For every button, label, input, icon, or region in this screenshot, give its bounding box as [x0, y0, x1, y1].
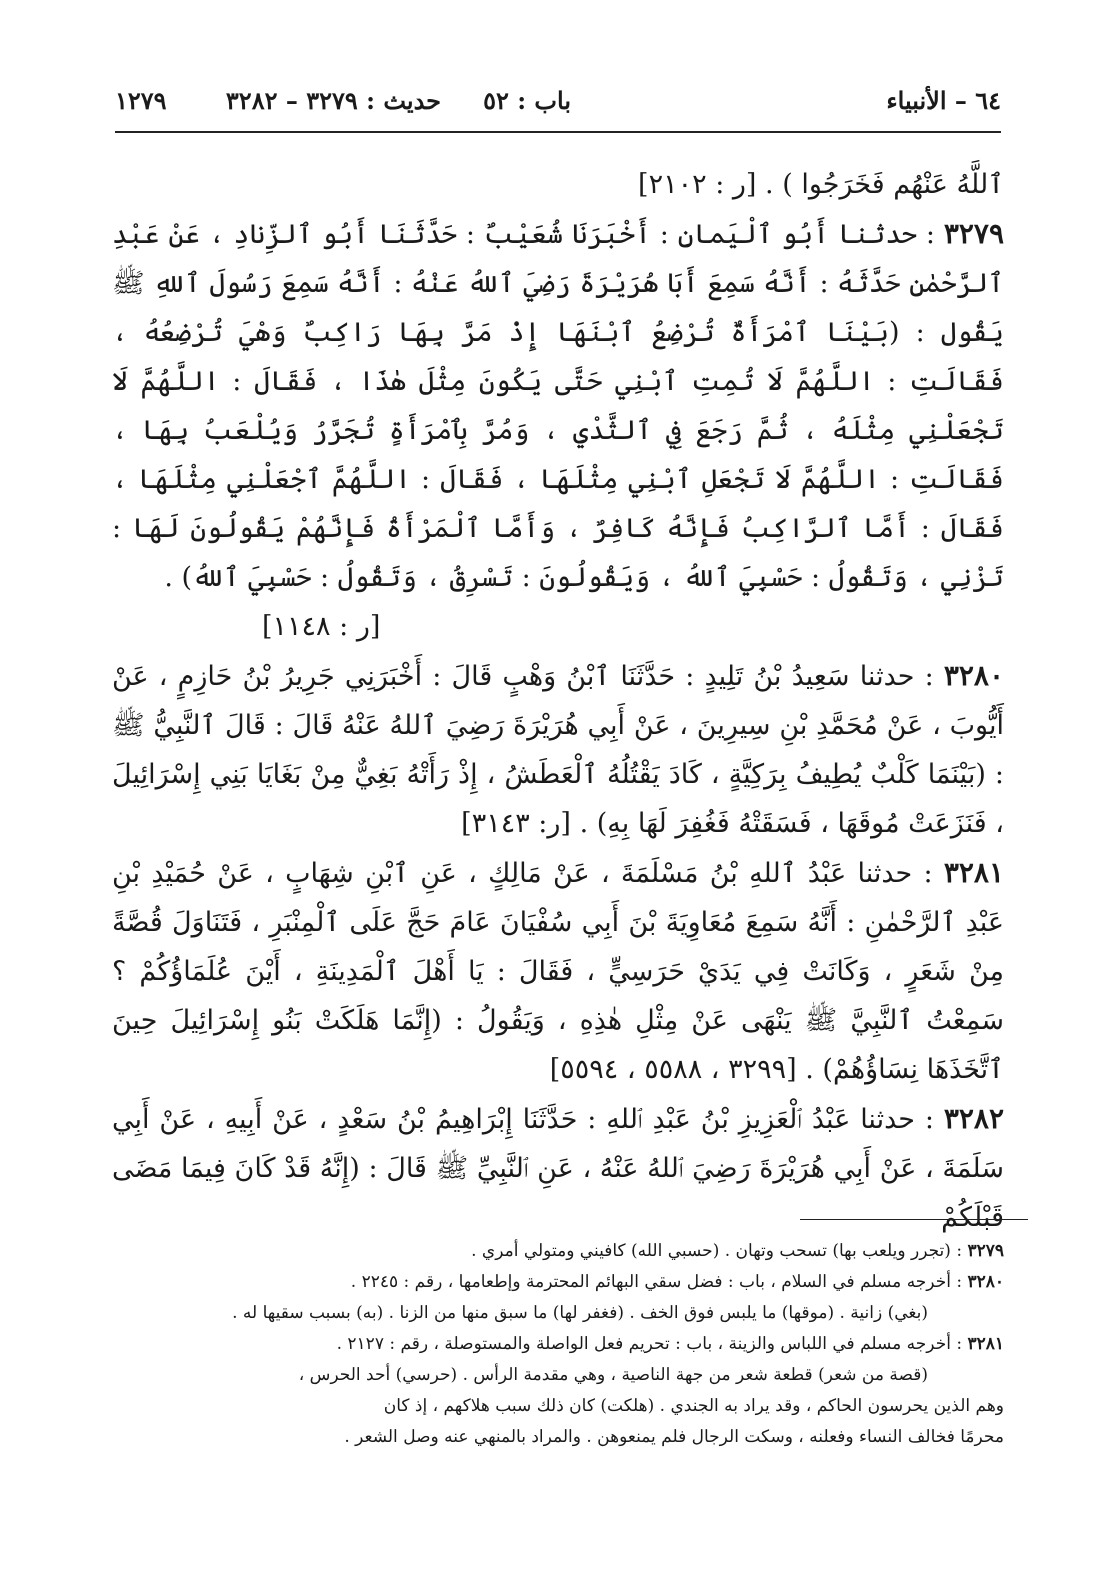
footnote-line — [112, 1236, 1004, 1267]
hadith-3280 — [112, 651, 1004, 848]
main-text — [112, 160, 1004, 1242]
footnote-number: ٣٢٧٩ — [967, 1241, 1004, 1261]
footnotes — [112, 1236, 1004, 1453]
footnote-line — [112, 1360, 1004, 1391]
hadith-number: ٣٢٨١ — [943, 856, 1004, 889]
intro-reference: [ر : ٢١٠٢] — [638, 169, 757, 200]
hadith-number: ٣٢٧٩ — [943, 217, 1004, 250]
footnote-number: ٣٢٨٠ — [967, 1272, 1004, 1292]
header-hadith-range: حديث : ٣٢٧٩ – ٣٢٨٢ — [225, 86, 441, 115]
header-book-title: ٦٤ – الأنبياء — [886, 86, 1001, 115]
header-page-number: ١٢٧٩ — [115, 86, 167, 115]
footnote-number: ٣٢٨١ — [967, 1334, 1004, 1354]
footnote-line — [112, 1422, 1004, 1453]
header-divider — [115, 131, 1001, 133]
footnote-line — [112, 1267, 1004, 1298]
hadith-text: : حدثنا سَعِيدُ بْنُ تَلِيدٍ : حَدَّثَنَا ٱبْنُ وَهْبٍ قَالَ : أَخْبَرَنِي جَرِيرُ بْنُ حَازِمٍ ، عَنْ أَيُّوبَ ، عَنْ مُحَمَّدِ بْنِ سِيرِينَ ، عَنْ أَبِي هُرَيْرَةَ رَضِيَ ٱللهُ عَنْهُ قَالَ : قَالَ ٱلنَّبِيُّ ﷺ : (بَيْنَمَا كَلْبٌ يُطِيفُ بِرَكِيَّةٍ ، كَادَ يَقْتُلُهُ ٱلْعَطَشُ ، إِذْ رَأَتْهُ بَغِيٌّ مِنْ بَغَايَا بَنِي إِسْرَائِيلَ ، فَنَزَعَتْ مُوقَهَا ، فَسَقَتْهُ فَغُفِرَ لَهَا بِهِ) . — [112, 661, 1004, 839]
hadith-3279-reference-line — [112, 602, 1004, 651]
footnote-line — [112, 1329, 1004, 1360]
header-chapter: باب : ٥٢ — [483, 86, 571, 115]
intro-paragraph — [112, 160, 1004, 209]
hadith-number: ٣٢٨٠ — [943, 659, 1004, 692]
hadith-3279 — [112, 209, 1004, 602]
hadith-reference: [ر: ٣١٤٣] — [461, 808, 571, 839]
footnote-text: (قصة من شعر) قطعة شعر من جهة الناصية ، وهي مقدمة الرأس . (حرسي) أحد الحرس ، — [298, 1365, 928, 1385]
footnote-text: (بغي) زانية . (موقها) ما يلبس فوق الخف . (فغفر لها) ما سبق منها من الزنا . (به) بسبب سقيها له . — [232, 1303, 928, 1323]
footnote-text: وهم الذين يحرسون الحاكم ، وقد يراد به الجندي . (هلكت) كان ذلك سبب هلاكهم ، إذ كان — [383, 1396, 1004, 1416]
footnote-line — [112, 1298, 1004, 1329]
running-header — [115, 82, 1001, 122]
hadith-3281 — [112, 848, 1004, 1094]
intro-line: ٱللَّهُ عَنْهُم فَخَرَجُوا ) . — [756, 169, 1004, 200]
footnote-line — [112, 1391, 1004, 1422]
hadith-text: : حدثنا عَبْدُ ٱلْعَزِيزِ بْنُ عَبْدِ ٱللهِ : حَدَّثَنَا إِبْرَاهِيمُ بْنُ سَعْدٍ ، عَنْ أَبِيهِ ، عَنْ أَبِي سَلَمَةَ ، عَنْ أَبِي هُرَيْرَةَ رَضِيَ ٱللهُ عَنْهُ ، عَنِ ٱلنَّبِيِّ ﷺ قَالَ : (إِنَّهُ قَدْ كَانَ فِيمَا مَضَى قَبْلَكُمْ — [112, 1104, 1004, 1233]
footnote-text: : (تجرر ويلعب بها) تسحب وتهان . (حسبي الله) كافيني ومتولي أمري . — [471, 1241, 968, 1261]
footnote-text: محرمًا فخالف النساء وفعلنه ، وسكت الرجال فلم يمنعوهن . والمراد بالمنهي عنه وصل الشعر . — [344, 1427, 1004, 1447]
footnote-text: : أخرجه مسلم في اللباس والزينة ، باب : تحريم فعل الواصلة والمستوصلة ، رقم : ٢١٢٧ . — [336, 1334, 968, 1354]
hadith-number: ٣٢٨٢ — [943, 1102, 1004, 1135]
hadith-reference: [ر : ١١٤٨] — [262, 611, 381, 642]
hadith-text: : حدثنا أَبُو ٱلْيَمانِ : أَخْبَرَنَا شُعَيْبٌ : حَدَّثَنَا أَبُو ٱلزِّنادِ ، عَنْ عَبْدِ ٱلرَّحْمٰنِ حَدَّثَهُ : أَنَّهُ سَمِعَ أَبَا هُرَيْرَةَ رَضِيَ ٱللهُ عَنْهُ : أَنَّهُ سَمِعَ رَسُولَ ٱللهِ ﷺ يَقُول : (بَيْنَا ٱمْرَأَةٌ تُرْضِعُ ٱبْنَهَا إِذْ مَرَّ بِهَا رَاكِبٌ وَهْيَ تُرْضِعُهُ ، فَقَالَتِ : اللَّهُمَّ لَا تُمِتِ ٱبْنِي حَتَّى يَكُونَ مِثْلَ هٰذَا ، فَقَالَ : اللَّهُمَّ لَا تَجْعَلْنِي مِثْلَهُ ، ثُمَّ رَجَعَ فِي ٱلثَّدْيِ ، وَمُرَّ بِٱمْرَأَةٍ تُجَرَّرُ وَيُلْعَبُ بِهَا ، فَقَالَتِ : اللَّهُمَّ لَا تَجْعَلِ ٱبْنِي مِثْلَهَا ، فَقَالَ : اللَّهُمَّ ٱجْعَلْنِي مِثْلَهَا ، فَقَالَ : أَمَّا ٱلرَّاكِبُ فَإِنَّهُ كَافِرٌ ، وَأَمَّا ٱلْمَرْأَةُ فَإِنَّهُمْ يَقُولُونَ لَهَا : تَزْنِي ، وَتَقُولُ : حَسْبِيَ ٱللهُ ، وَيَقُولُونَ : تَسْرِقُ ، وَتَقُولُ : حَسْبِيَ ٱللهُ) . — [112, 219, 1004, 593]
footnote-divider — [800, 1219, 1028, 1220]
hadith-text: : حدثنا عَبْدُ ٱللهِ بْنُ مَسْلَمَةَ ، عَنْ مَالِكٍ ، عَنِ ٱبْنِ شِهَابٍ ، عَنْ حُمَيْدِ بْنِ عَبْدِ ٱلرَّحْمٰنِ : أَنَّهُ سَمِعَ مُعَاوِيَةَ بْنَ أَبِي سُفْيَانَ عَامَ حَجَّ عَلَى ٱلْمِنْبَرِ ، فَتَنَاوَلَ قُصَّةً مِنْ شَعَرٍ ، وَكَانَتْ فِي يَدَيْ حَرَسِيٍّ ، فَقَالَ : يَا أَهْلَ ٱلْمَدِينَةِ ، أَيْنَ عُلَمَاؤُكُمْ ؟ سَمِعْتُ ٱلنَّبِيَّ ﷺ يَنْهَى عَنْ مِثْلِ هٰذِهِ ، وَيَقُولُ : (إِنَّمَا هَلَكَتْ بَنُو إِسْرَائِيلَ حِينَ ٱتَّخَذَهَا نِسَاؤُهُمْ) . — [112, 858, 1004, 1085]
hadith-reference: [٣٢٩٩ ، ٥٥٨٨ ، ٥٥٩٤] — [549, 1054, 797, 1085]
footnote-text: : أخرجه مسلم في السلام ، باب : فضل سقي البهائم المحترمة وإطعامها ، رقم : ٢٢٤٥ . — [350, 1272, 968, 1292]
